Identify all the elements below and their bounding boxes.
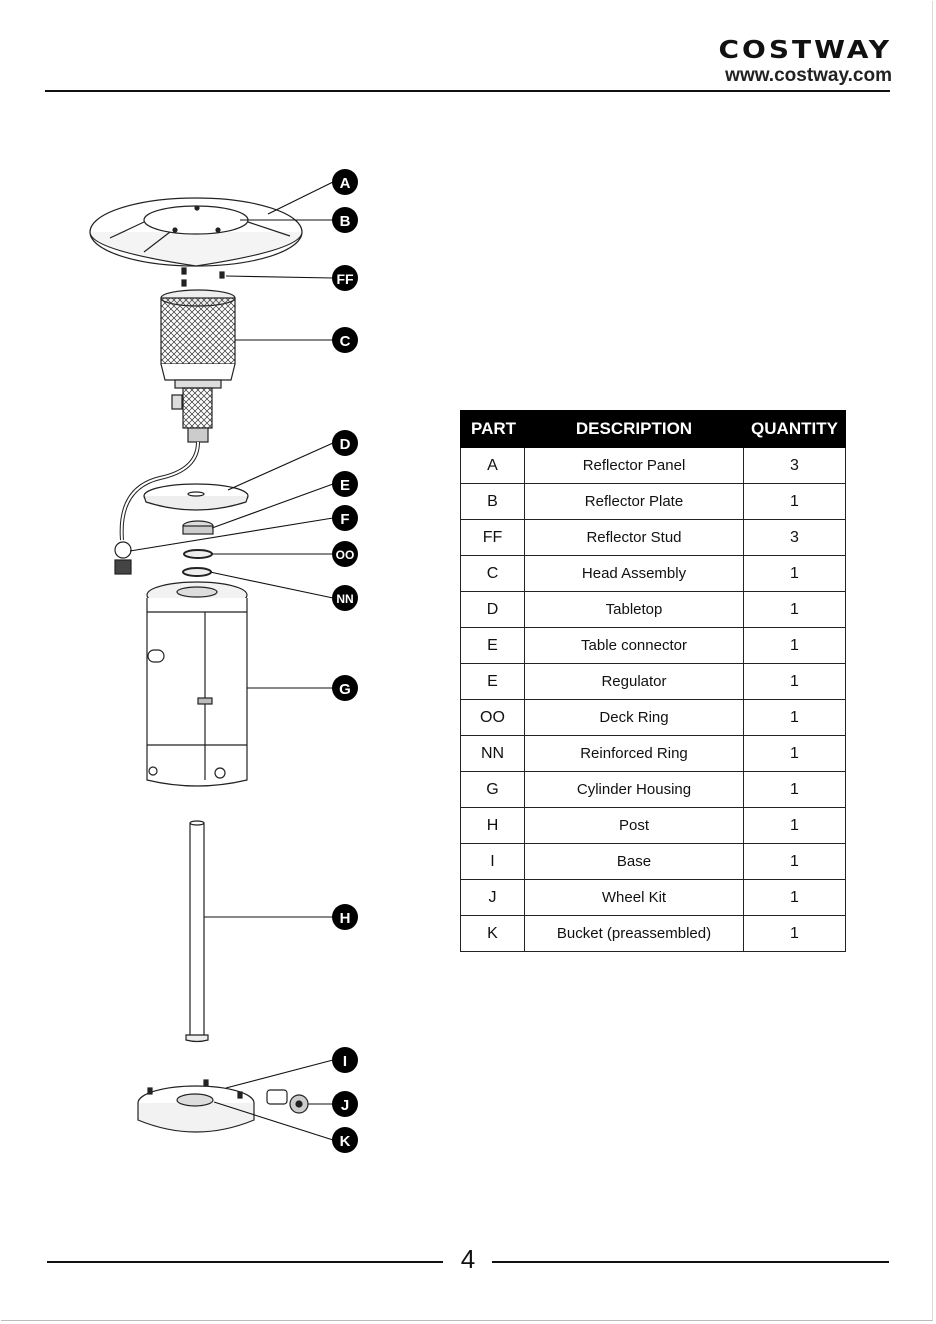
cell-part: OO [461, 700, 525, 736]
base-drawing [138, 1080, 254, 1132]
cell-description: Tabletop [525, 592, 744, 628]
cell-description: Table connector [525, 628, 744, 664]
cell-part: E [461, 628, 525, 664]
svg-text:K: K [339, 1133, 351, 1150]
table-row [461, 520, 846, 556]
svg-text:FF: FF [336, 271, 354, 287]
cell-part: K [461, 916, 525, 952]
svg-text:C: C [339, 333, 351, 350]
cell-part: NN [461, 736, 525, 772]
svg-text:D: D [339, 436, 351, 453]
page-number: 4 [460, 1244, 476, 1274]
callout-d [332, 430, 358, 456]
cell-part: J [461, 880, 525, 916]
cell-description: Reinforced Ring [525, 736, 744, 772]
cell-quantity: 1 [744, 808, 846, 844]
cell-part: C [461, 556, 525, 592]
table-row [461, 700, 846, 736]
svg-text:NN: NN [336, 592, 354, 606]
reflector-studs-drawing [182, 268, 224, 286]
deck-ring-drawing [184, 550, 212, 558]
callout-i [332, 1047, 358, 1073]
brand-url: www.costway.com [725, 65, 892, 86]
callout-b [332, 207, 358, 233]
cell-quantity: 3 [744, 520, 846, 556]
exploded-parts-diagram [0, 0, 440, 1200]
cell-part: H [461, 808, 525, 844]
svg-text:H: H [339, 910, 351, 927]
head-assembly-drawing [161, 290, 235, 442]
svg-text:B: B [339, 213, 351, 230]
table-row [461, 484, 846, 520]
cell-quantity: 1 [744, 556, 846, 592]
svg-text:J: J [340, 1097, 350, 1114]
cell-part: A [461, 448, 525, 484]
table-row [461, 772, 846, 808]
table-row [461, 880, 846, 916]
callout-j [332, 1091, 358, 1117]
table-row [461, 448, 846, 484]
header-description: DESCRIPTION [525, 411, 744, 448]
table-row [461, 556, 846, 592]
cell-description: Reflector Panel [525, 448, 744, 484]
cell-quantity: 1 [744, 664, 846, 700]
table-connector-drawing [183, 521, 213, 534]
cell-description: Wheel Kit [525, 880, 744, 916]
callout-h [332, 904, 358, 930]
cell-part: D [461, 592, 525, 628]
callout-ff [332, 265, 358, 291]
callout-nn [332, 585, 358, 611]
wheel-kit-drawing [267, 1090, 308, 1113]
parts-table-header [461, 411, 846, 448]
svg-text:A: A [339, 175, 351, 192]
svg-text:G: G [339, 681, 351, 698]
cell-description: Reflector Stud [525, 520, 744, 556]
cell-part: G [461, 772, 525, 808]
cell-quantity: 1 [744, 628, 846, 664]
table-row [461, 736, 846, 772]
cell-quantity: 1 [744, 736, 846, 772]
table-row [461, 916, 846, 952]
cell-part: E [461, 664, 525, 700]
callout-f [332, 505, 358, 531]
brand-logo: COSTWAY [718, 34, 892, 65]
cell-description: Head Assembly [525, 556, 744, 592]
cell-quantity: 1 [744, 592, 846, 628]
cell-description: Reflector Plate [525, 484, 744, 520]
reflector-drawing [90, 198, 302, 266]
svg-text:F: F [340, 511, 350, 528]
callout-a [332, 169, 358, 195]
footer-rule-left [47, 1261, 443, 1263]
cell-quantity: 1 [744, 844, 846, 880]
cell-description: Base [525, 844, 744, 880]
cell-description: Bucket (preassembled) [525, 916, 744, 952]
cell-quantity: 1 [744, 484, 846, 520]
svg-text:OO: OO [335, 548, 355, 562]
brand-block [718, 36, 892, 87]
cell-quantity: 3 [744, 448, 846, 484]
callout-e [332, 471, 358, 497]
header-quantity: QUANTITY [744, 411, 846, 448]
table-row [461, 808, 846, 844]
svg-text:E: E [339, 477, 351, 494]
parts-table [460, 410, 846, 952]
cell-part: FF [461, 520, 525, 556]
cell-description: Deck Ring [525, 700, 744, 736]
cell-quantity: 1 [744, 880, 846, 916]
table-row [461, 592, 846, 628]
callout-c [332, 327, 358, 353]
cell-quantity: 1 [744, 700, 846, 736]
cell-quantity: 1 [744, 916, 846, 952]
callout-g [332, 675, 358, 701]
cell-quantity: 1 [744, 772, 846, 808]
table-row [461, 844, 846, 880]
table-row [461, 664, 846, 700]
footer-rule-right [492, 1261, 889, 1263]
cell-description: Regulator [525, 664, 744, 700]
callout-oo [332, 541, 358, 567]
cell-description: Post [525, 808, 744, 844]
callout-k [332, 1127, 358, 1153]
cell-description: Cylinder Housing [525, 772, 744, 808]
reinforced-ring-drawing [183, 568, 211, 576]
cylinder-housing-drawing [147, 582, 247, 786]
header-part: PART [461, 411, 525, 448]
cell-part: I [461, 844, 525, 880]
table-row [461, 628, 846, 664]
svg-text:I: I [342, 1053, 348, 1070]
callouts [332, 169, 358, 1153]
post-drawing [186, 821, 208, 1042]
cell-part: B [461, 484, 525, 520]
